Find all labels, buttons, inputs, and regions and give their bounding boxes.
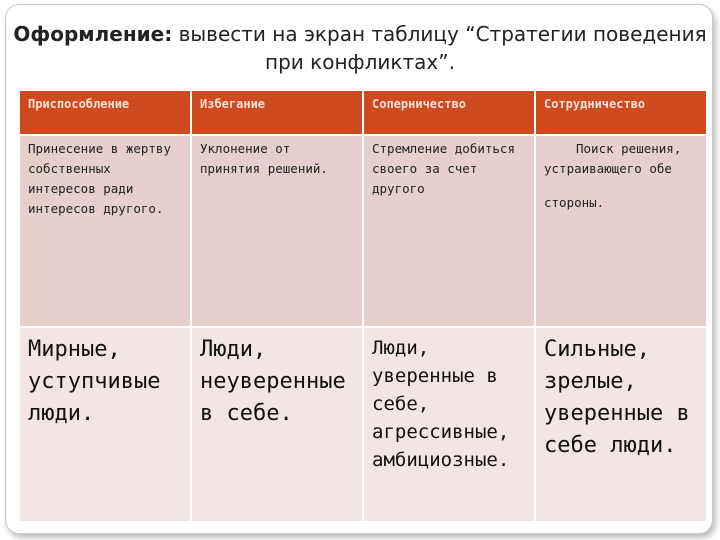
title-lead: Оформление: (13, 22, 173, 46)
cooperation-line-2: устраивающего обе (544, 161, 672, 176)
header-cooperation: Сотрудничество (536, 91, 706, 134)
slide-title (0, 20, 720, 76)
description-cooperation (536, 136, 706, 326)
cooperation-line-1: Поиск решения, (576, 141, 682, 156)
people-avoidance: Люди, неуверенные в себе. (192, 328, 362, 521)
people-cooperation: Сильные, зрелые, уверенные в себе люди. (536, 328, 706, 521)
header-accommodation: Приспособление (20, 91, 190, 134)
description-avoidance: Уклонение от принятия решений. (192, 136, 362, 326)
strategies-table (20, 91, 700, 517)
header-competition: Соперничество (364, 91, 534, 134)
description-competition: Стремление добиться своего за счет другого (364, 136, 534, 326)
description-accommodation: Принесение в жертву собственных интересов ради интересов другого. (20, 136, 190, 326)
title-rest: вывести на экран таблицу “Стратегии поведения при конфликтах”. (172, 22, 707, 74)
people-accommodation: Мирные, уступчивые люди. (20, 328, 190, 521)
cooperation-line-3: стороны. (544, 195, 605, 210)
people-competition: Люди, уверенные в себе, агрессивные, амбициозные. (364, 328, 534, 521)
header-avoidance: Избегание (192, 91, 362, 134)
